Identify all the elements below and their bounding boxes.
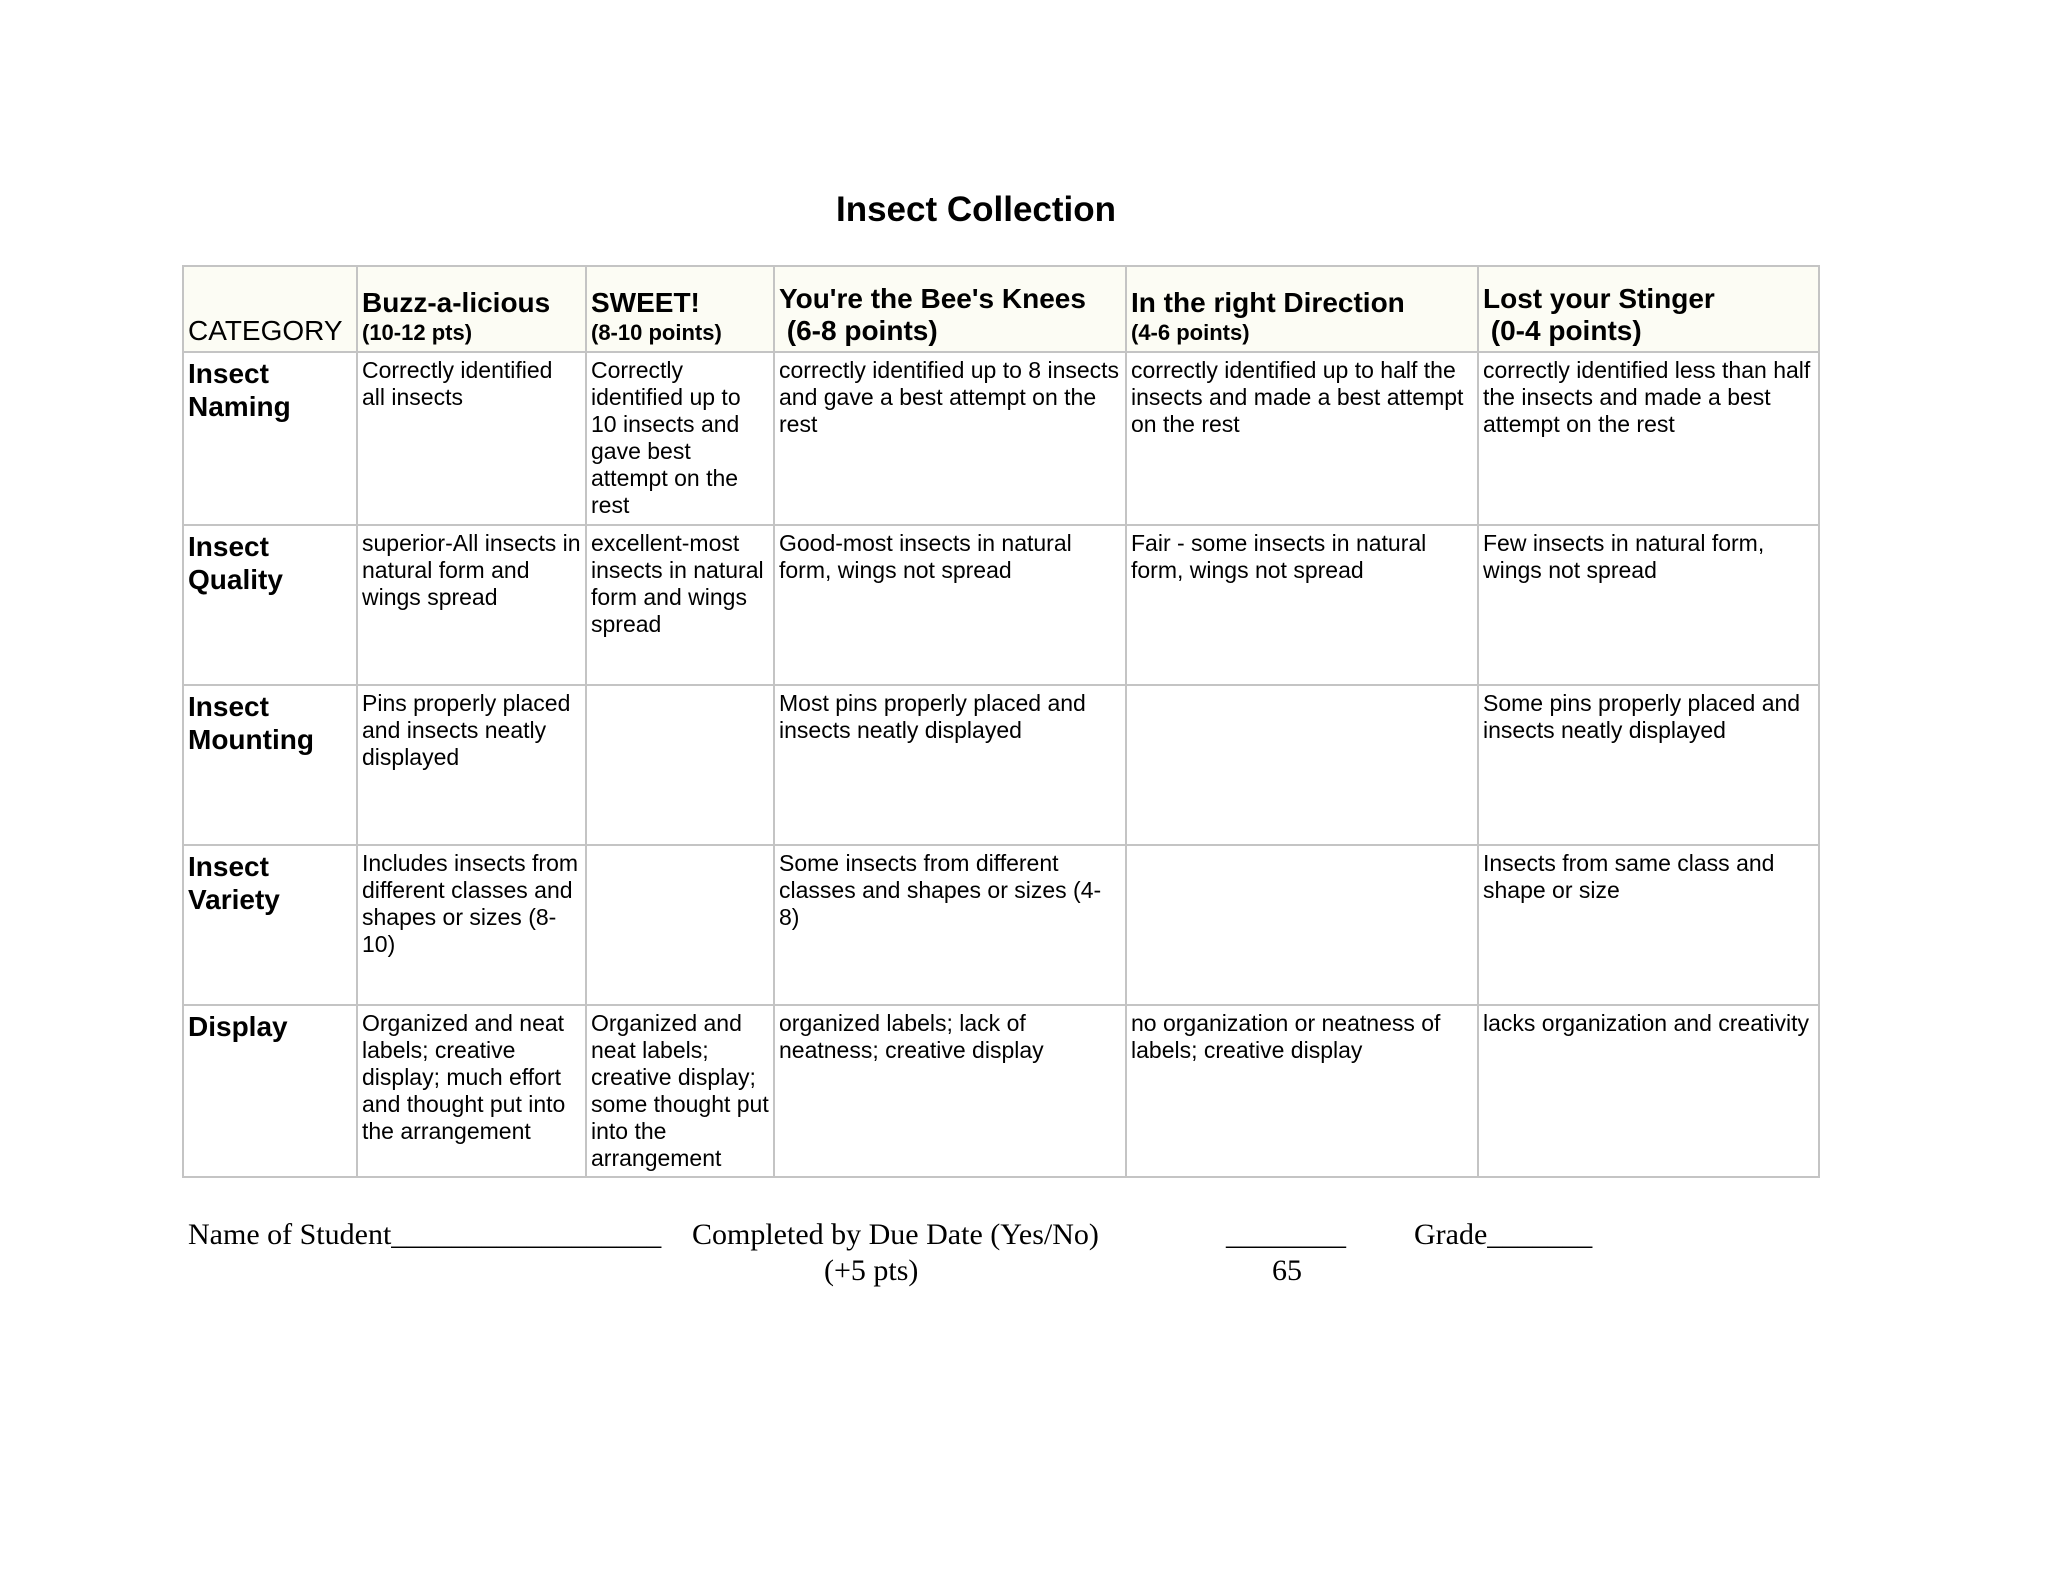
completed-blank: ________ bbox=[1226, 1218, 1346, 1251]
table-cell: correctly identified up to half the insects and made a best attempt on the rest bbox=[1126, 352, 1478, 525]
table-cell: correctly identified up to 8 insects and gave a best attempt on the rest bbox=[774, 352, 1126, 525]
table-cell: lacks organization and creativity bbox=[1478, 1005, 1819, 1177]
rubric-table bbox=[182, 265, 1820, 1178]
row-category: Insect Quality bbox=[183, 525, 357, 685]
table-cell: excellent-most insects in natural form and wings spread bbox=[586, 525, 774, 685]
table-row bbox=[183, 685, 1819, 845]
table-cell: Few insects in natural form, wings not spread bbox=[1478, 525, 1819, 685]
level-name: SWEET! bbox=[591, 287, 700, 318]
row-category: Insect Mounting bbox=[183, 685, 357, 845]
level-header bbox=[1478, 266, 1819, 352]
level-name: Buzz-a-licious bbox=[362, 287, 551, 318]
table-cell: Some insects from different classes and shapes or sizes (4-8) bbox=[774, 845, 1126, 1005]
table-cell: Organized and neat labels; creative display; much effort and thought put into the arrangement bbox=[357, 1005, 586, 1177]
table-cell: Includes insects from different classes and shapes or sizes (8-10) bbox=[357, 845, 586, 1005]
grade-field: Grade_______ bbox=[1414, 1218, 1593, 1251]
page-title: Insect Collection bbox=[835, 190, 1117, 229]
table-row bbox=[183, 352, 1819, 525]
level-header bbox=[774, 266, 1126, 352]
row-category: Insect Variety bbox=[183, 845, 357, 1005]
table-cell: Pins properly placed and insects neatly displayed bbox=[357, 685, 586, 845]
table-row bbox=[183, 1005, 1819, 1177]
category-header: CATEGORY bbox=[183, 266, 357, 352]
level-points: (0-4 points) bbox=[1483, 315, 1642, 346]
table-cell: correctly identified less than half the insects and made a best attempt on the rest bbox=[1478, 352, 1819, 525]
level-points: (10-12 pts) bbox=[362, 320, 473, 345]
table-cell: Some pins properly placed and insects neatly displayed bbox=[1478, 685, 1819, 845]
table-cell: Most pins properly placed and insects neatly displayed bbox=[774, 685, 1126, 845]
table-cell bbox=[1126, 685, 1478, 845]
table-row bbox=[183, 525, 1819, 685]
table-cell: Organized and neat labels; creative display; some thought put into the arrangement bbox=[586, 1005, 774, 1177]
table-cell: no organization or neatness of labels; creative display bbox=[1126, 1005, 1478, 1177]
page-number: 65 bbox=[1272, 1254, 1302, 1287]
level-points: (8-10 points) bbox=[591, 320, 722, 345]
table-cell: organized labels; lack of neatness; creative display bbox=[774, 1005, 1126, 1177]
level-header bbox=[357, 266, 586, 352]
level-name: In the right Direction bbox=[1131, 287, 1405, 318]
table-cell bbox=[586, 685, 774, 845]
row-category: Insect Naming bbox=[183, 352, 357, 525]
table-cell: superior-All insects in natural form and wings spread bbox=[357, 525, 586, 685]
level-name: Lost your Stinger bbox=[1483, 283, 1715, 314]
student-name-field: Name of Student__________________ bbox=[188, 1218, 662, 1251]
level-name: You're the Bee's Knees bbox=[779, 283, 1086, 314]
table-cell: Good-most insects in natural form, wings not spread bbox=[774, 525, 1126, 685]
level-header bbox=[586, 266, 774, 352]
table-row bbox=[183, 845, 1819, 1005]
table-cell bbox=[1126, 845, 1478, 1005]
completed-label: Completed by Due Date (Yes/No) bbox=[692, 1218, 1099, 1251]
table-cell: Correctly identified up to 10 insects and gave best attempt on the rest bbox=[586, 352, 774, 525]
table-cell: Correctly identified all insects bbox=[357, 352, 586, 525]
row-category: Display bbox=[183, 1005, 357, 1177]
table-cell: Insects from same class and shape or size bbox=[1478, 845, 1819, 1005]
level-points: (6-8 points) bbox=[779, 315, 938, 346]
level-points: (4-6 points) bbox=[1131, 320, 1250, 345]
table-cell bbox=[586, 845, 774, 1005]
table-cell: Fair - some insects in natural form, wings not spread bbox=[1126, 525, 1478, 685]
completed-points: (+5 pts) bbox=[824, 1254, 919, 1287]
level-header bbox=[1126, 266, 1478, 352]
header-row bbox=[183, 266, 1819, 352]
